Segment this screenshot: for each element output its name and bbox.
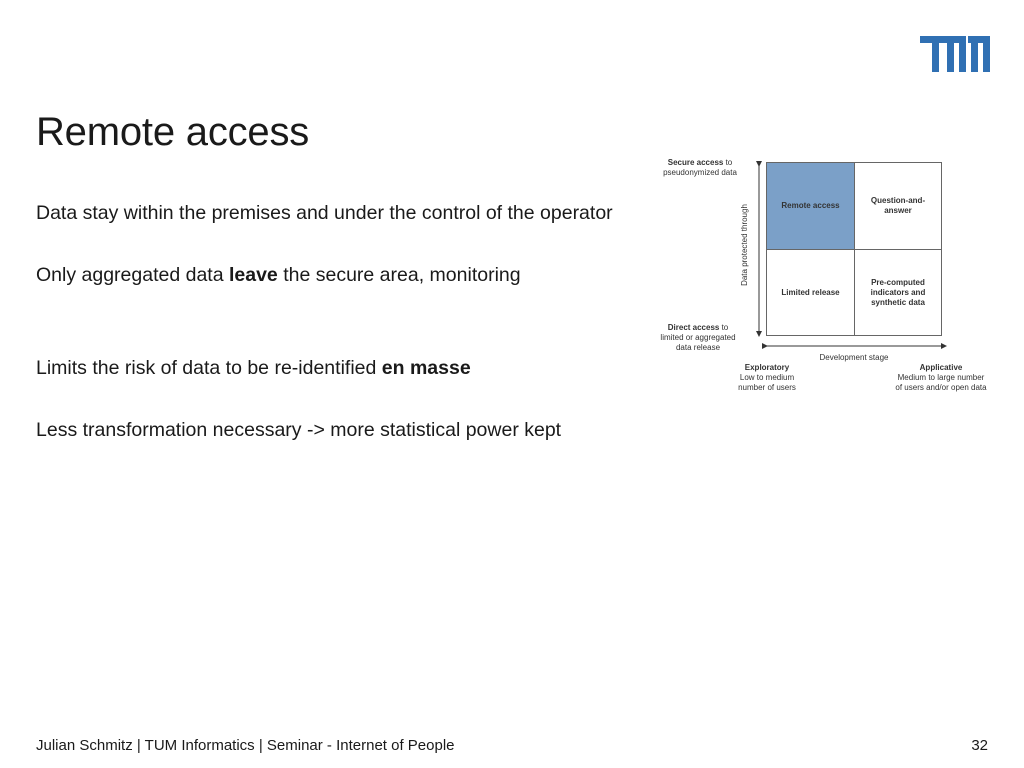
data-access-diagram <box>652 150 997 400</box>
direct-access-label: Direct access to limited or aggregated data release <box>660 323 736 352</box>
applicative-stage: Applicative Medium to large number of users and/or open data <box>895 363 987 392</box>
cell-question-answer: Question-and- answer <box>854 162 942 250</box>
bold-leave: leave <box>228 264 278 286</box>
footer-text: Julian Schmitz | TUM Informatics | Seminar - Internet of People <box>36 737 455 754</box>
slide-title: Remote access <box>36 110 310 154</box>
bullet-reidentification: Limits the risk of data to be re-identified en masse <box>36 357 471 379</box>
y-axis-label: Data protected through <box>740 204 749 286</box>
exploratory-stage: Exploratory Low to medium number of users <box>738 363 796 392</box>
cell-limited-release: Limited release <box>766 249 855 336</box>
secure-access-label: Secure access to pseudonymized data <box>663 158 737 177</box>
tum-logo <box>920 36 990 72</box>
bullet-aggregated-data: Only aggregated data leave the secure area, monitoring <box>36 264 521 286</box>
bold-en-masse: en masse <box>381 357 471 379</box>
x-axis-label: Development stage <box>819 353 889 362</box>
cell-remote-access: Remote access <box>766 162 855 250</box>
slide-body <box>36 198 636 446</box>
bullet-data-stay: Data stay within the premises and under the control of the operator <box>36 202 613 224</box>
cell-pre-computed: Pre-computed indicators and synthetic data <box>854 249 942 336</box>
page-number: 32 <box>971 737 988 754</box>
bullet-transformation: Less transformation necessary -> more statistical power kept <box>36 419 562 441</box>
